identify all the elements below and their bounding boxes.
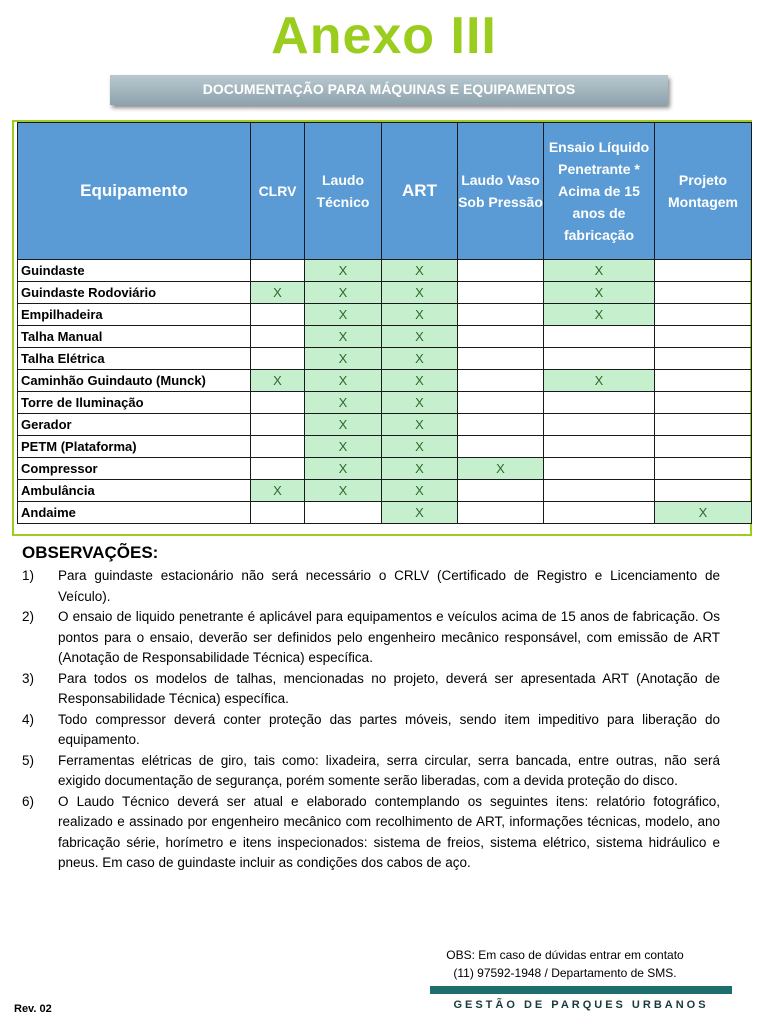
requirement-cell [251,260,305,282]
table-header-row [18,123,752,260]
observation-text: O ensaio de liquido penetrante é aplicável para equipamentos e veículos acima de 15 anos de fabricação. Os pontos para o ensaio, deverão ser definidos pelo engenheiro mecânico responsável, com emissão de ART (Anotação de Responsabilidade Técnica) específica. [58,609,720,665]
equipment-name-cell: Guindaste [18,260,251,282]
requirement-cell: X [305,348,382,370]
requirement-cell: X [305,458,382,480]
requirement-cell [458,414,544,436]
requirement-cell [251,458,305,480]
requirement-cell [544,326,655,348]
observation-number: 5) [22,752,35,768]
observation-text: Para todos os modelos de talhas, mencionadas no projeto, deverá ser apresentada ART (Anotação de Responsabilidade Técnica) específica. [58,670,720,706]
requirement-cell: X [251,480,305,502]
requirement-cell: X [382,480,458,502]
requirement-cell [655,392,752,414]
table-row [18,502,752,524]
equipment-name-cell: Caminhão Guindauto (Munck) [18,370,251,392]
requirement-cell [458,304,544,326]
table-row [18,458,752,480]
requirement-cell: X [382,282,458,304]
observation-item [22,792,720,874]
requirement-cell: X [305,414,382,436]
requirement-cell [655,480,752,502]
requirement-cell [251,348,305,370]
contact-note [420,946,710,982]
requirement-cell: X [305,260,382,282]
table-row [18,480,752,502]
requirement-cell [458,502,544,524]
header-equipamento: Equipamento [18,123,251,260]
observation-number: 4) [22,711,35,727]
footer-org: GESTÃO DE PARQUES URBANOS [453,999,709,1011]
requirement-cell: X [544,304,655,326]
contact-line-2: (11) 97592-1948 / Departamento de SMS. [453,966,677,980]
requirement-cell: X [305,370,382,392]
requirement-cell [458,370,544,392]
requirement-cell [544,502,655,524]
equipment-name-cell: Talha Elétrica [18,348,251,370]
requirement-cell [655,348,752,370]
requirement-cell: X [544,282,655,304]
requirement-cell [655,458,752,480]
requirement-cell [544,348,655,370]
requirement-cell [251,326,305,348]
requirement-cell [655,326,752,348]
requirement-cell [251,436,305,458]
requirement-cell: X [382,436,458,458]
requirement-cell [458,392,544,414]
header-clrv: CLRV [251,123,305,260]
observation-item [22,566,720,607]
equipment-name-cell: Empilhadeira [18,304,251,326]
requirement-cell: X [382,326,458,348]
contact-line-1: OBS: Em caso de dúvidas entrar em contato [446,948,684,962]
requirement-cell: X [544,370,655,392]
table-row [18,414,752,436]
requirement-cell: X [382,458,458,480]
observation-item [22,710,720,751]
requirement-cell [655,260,752,282]
requirement-cell [544,414,655,436]
requirement-cell: X [305,282,382,304]
requirement-cell [458,436,544,458]
observation-number: 3) [22,670,35,686]
requirement-cell: X [251,370,305,392]
requirement-cell: X [458,458,544,480]
table-row [18,436,752,458]
equipment-name-cell: Guindaste Rodoviário [18,282,251,304]
observation-text: Para guindaste estacionário não será necessário o CRLV (Certificado de Registro e Licenciamento de Veículo). [58,568,720,604]
equipment-name-cell: Gerador [18,414,251,436]
requirement-cell [251,502,305,524]
requirement-cell [544,436,655,458]
requirement-cell: X [382,348,458,370]
header-laudo-vaso: Laudo Vaso Sob Pressão [458,123,544,260]
requirement-cell [655,304,752,326]
table-row [18,370,752,392]
observation-number: 2) [22,609,35,624]
requirement-cell: X [305,436,382,458]
requirement-cell [458,282,544,304]
table-row [18,326,752,348]
requirement-cell [544,458,655,480]
requirement-cell: X [655,502,752,524]
requirement-cell: X [305,304,382,326]
equipment-documentation-table [17,122,752,524]
equipment-name-cell: Andaime [18,502,251,524]
table-row [18,304,752,326]
equipment-name-cell: Compressor [18,458,251,480]
requirement-cell [458,348,544,370]
observation-item [22,607,720,669]
header-laudo-tecnico: Laudo Técnico [305,123,382,260]
requirement-cell: X [382,392,458,414]
requirement-cell [655,414,752,436]
header-art: ART [382,123,458,260]
requirement-cell: X [382,502,458,524]
table-row [18,348,752,370]
requirement-cell: X [382,304,458,326]
requirement-cell [458,260,544,282]
observation-item [22,751,720,792]
requirement-cell [655,282,752,304]
observation-number: 1) [22,568,35,583]
header-projeto: Projeto Montagem [655,123,752,260]
observation-item [22,669,720,710]
requirement-cell [655,370,752,392]
document-title: Anexo III [271,7,497,65]
equipment-name-cell: Torre de Iluminação [18,392,251,414]
requirement-cell [251,304,305,326]
header-ensaio: Ensaio Líquido Penetrante * Acima de 15 anos de fabricação [544,123,655,260]
observation-text: Ferramentas elétricas de giro, tais como: lixadeira, serra circular, serra bancada, entre outras, não será exigido documentação de segurança, porém somente serão liberadas, com a devida proteção do disco. [58,752,720,788]
table-row [18,282,752,304]
requirement-cell [305,502,382,524]
requirement-cell: X [382,370,458,392]
requirement-cell [544,480,655,502]
table-row [18,392,752,414]
requirement-cell [251,414,305,436]
requirement-cell [544,392,655,414]
requirement-cell: X [382,260,458,282]
footer-bar [430,986,732,994]
observation-text: Todo compressor deverá conter proteção das partes móveis, sendo item impeditivo para liberação do equipamento. [58,711,720,747]
table-row [18,260,752,282]
requirement-cell: X [251,282,305,304]
requirement-cell [655,436,752,458]
requirement-cell: X [305,480,382,502]
equipment-name-cell: Talha Manual [18,326,251,348]
observation-text: O Laudo Técnico deverá ser atual e elaborado contemplando os seguintes itens: relatório fotográfico, realizado e assinado por engenheiro mecânico com recolhimento de ART, informações técnicas, modelo, ano fabricação série, horímetro e itens inspecionados: sistema de freios, sistema elétrico, sistema hidráulico e pneus. Em caso de guindaste incluir as condições dos cabos de aço. [58,793,720,870]
revision-label: Rev. 02 [14,1003,52,1015]
requirement-cell: X [544,260,655,282]
observations-title: OBSERVAÇÕES: [22,543,159,562]
equipment-name-cell: PETM (Plataforma) [18,436,251,458]
equipment-name-cell: Ambulância [18,480,251,502]
requirement-cell [251,392,305,414]
table-body [18,260,752,524]
requirement-cell: X [305,326,382,348]
requirement-cell: X [305,392,382,414]
requirement-cell [458,326,544,348]
requirement-cell: X [382,414,458,436]
observations-list [22,566,720,874]
observation-number: 6) [22,793,35,809]
document-subtitle-banner: DOCUMENTAÇÃO PARA MÁQUINAS E EQUIPAMENTOS [110,75,668,105]
requirement-cell [458,480,544,502]
